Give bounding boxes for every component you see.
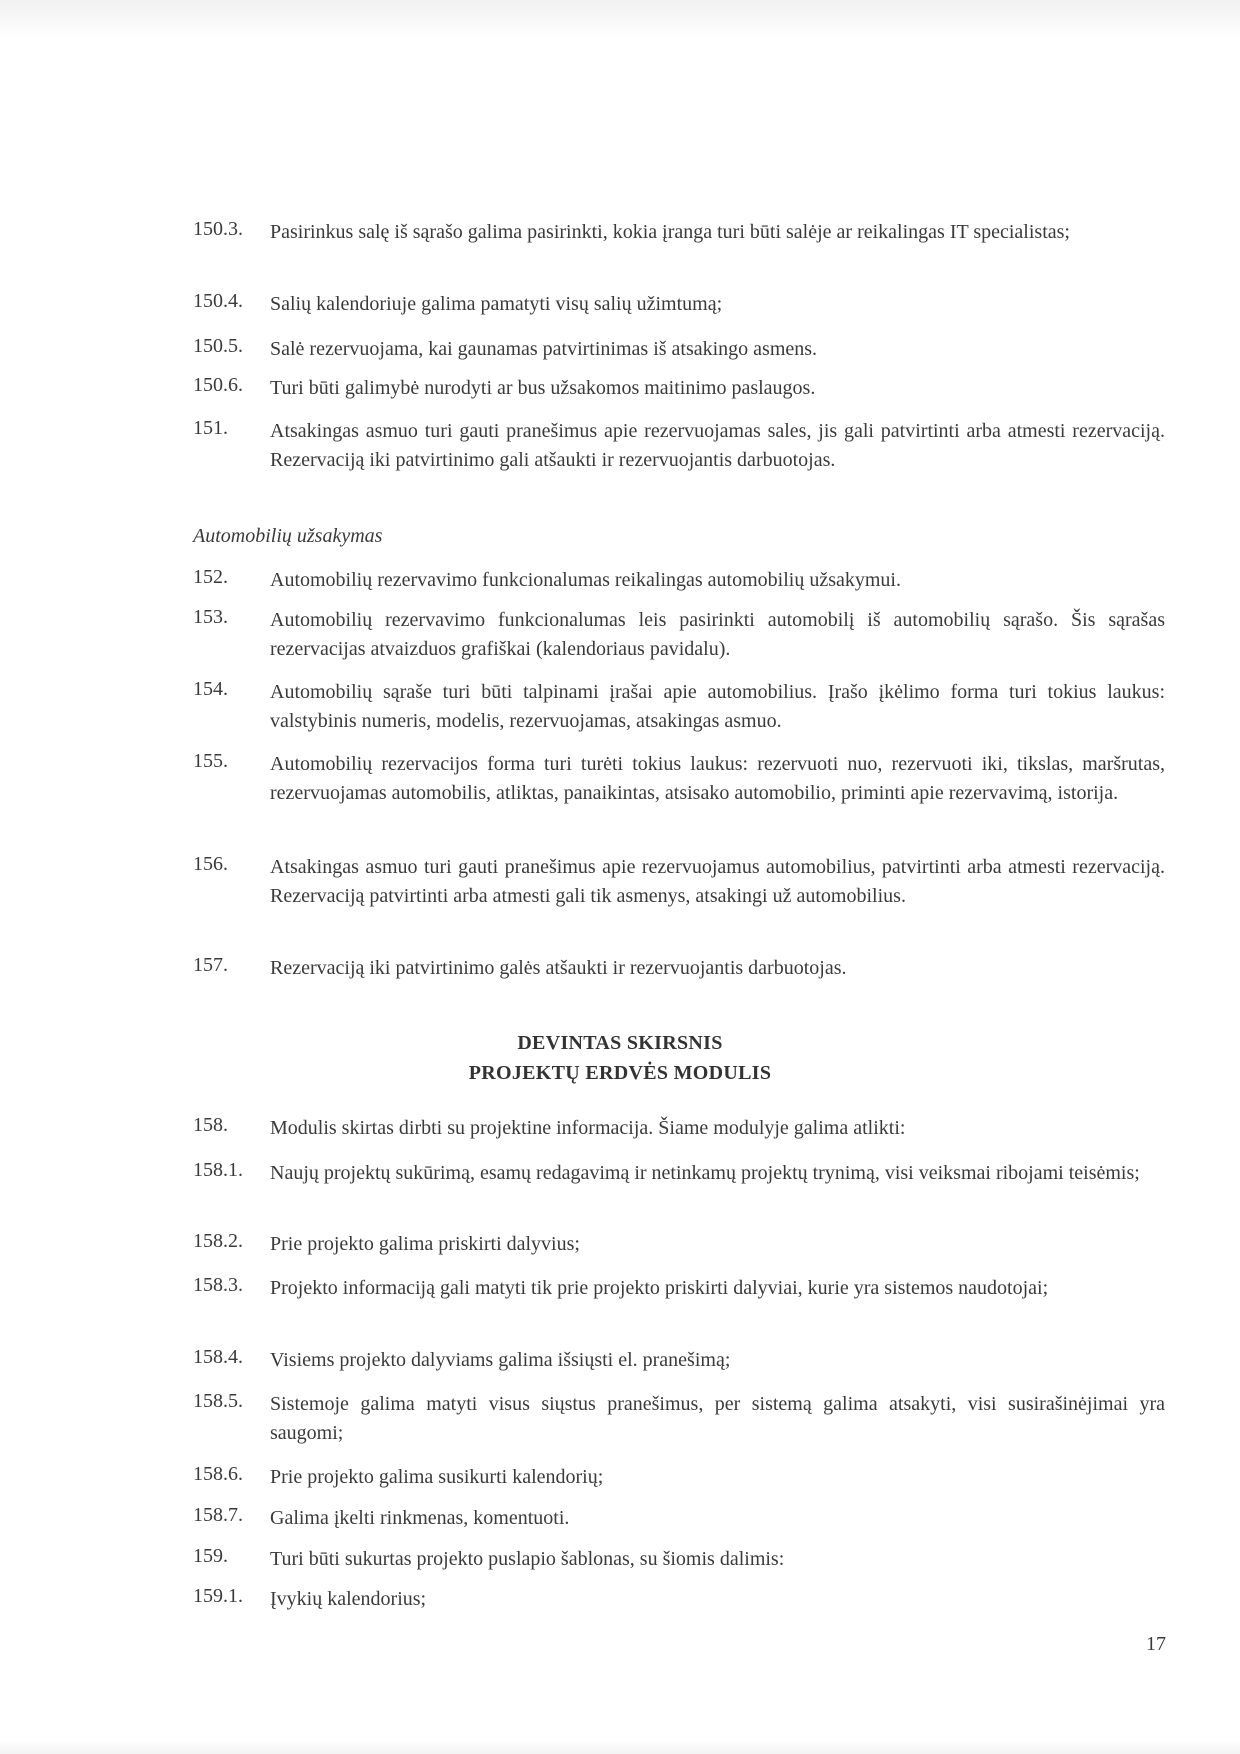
subheading: Automobilių užsakymas [193,525,383,547]
item-text: Sistemoje galima matyti visus siųstus pranešimus, per sistemą galima atsakyti, visi susirašinėjimai yra saugomi; [270,1393,1165,1444]
item-text: Pasirinkus salę iš sąrašo galima pasirinkti, kokia įranga turi būti salėje ar reikalingas IT specialistas; [270,221,1070,243]
item-number: 158. [193,1114,228,1136]
item-number: 158.7. [193,1504,243,1526]
item-text: Atsakingas asmuo turi gauti pranešimus apie rezervuojamus automobilius, patvirtinti arba atmesti rezervaciją. Rezervaciją patvirtinti arba atmesti gali tik asmenys, atsakingi už automobilius. [270,856,1165,907]
item-number: 158.4. [193,1346,243,1368]
item-number: 150.4. [193,290,243,312]
item-number: 158.5. [193,1390,243,1412]
item-number: 150.3. [193,218,243,240]
item-text: Galima įkelti rinkmenas, komentuoti. [270,1507,570,1529]
item-text: Prie projekto galima susikurti kalendorių; [270,1466,604,1488]
item-number: 158.2. [193,1230,243,1252]
list-item [193,750,1165,808]
list-item [193,1346,1165,1375]
item-number: 155. [193,750,228,772]
item-number: 156. [193,853,228,875]
item-text: Atsakingas asmuo turi gauti pranešimus apie rezervuojamas sales, jis gali patvirtinti arba atmesti rezervaciją. Rezervaciją iki patvirtinimo gali atšaukti ir rezervuojantis darbuotojas. [270,420,1165,471]
list-item [193,374,1165,403]
item-number: 153. [193,606,228,628]
item-text: Visiems projekto dalyviams galima išsiųsti el. pranešimą; [270,1349,731,1371]
list-item [193,1274,1165,1303]
list-item [193,566,1165,595]
item-number: 159.1. [193,1585,243,1607]
list-item [193,290,1165,319]
scan-bottom-shade [0,1740,1240,1754]
item-number: 151. [193,417,228,439]
item-number: 158.3. [193,1274,243,1296]
page-number: 17 [1146,1633,1166,1655]
item-text: Naujų projektų sukūrimą, esamų redagavimą ir netinkamų projektų trynimą, visi veiksmai ribojami teisėmis; [270,1162,1140,1184]
list-item [193,1390,1165,1448]
item-number: 158.6. [193,1463,243,1485]
item-number: 159. [193,1545,228,1567]
list-item [193,1585,1165,1614]
list-item [193,335,1165,364]
item-text: Automobilių sąraše turi būti talpinami įrašai apie automobilius. Įrašo įkėlimo forma turi tokius laukus: valstybinis numeris, modelis, rezervuojamas, atsakingas asmuo. [270,681,1165,732]
item-number: 158.1. [193,1159,243,1181]
item-number: 157. [193,954,228,976]
item-text: Automobilių rezervavimo funkcionalumas reikalingas automobilių užsakymui. [270,569,901,591]
item-number: 150.5. [193,335,243,357]
section-heading-line1: DEVINTAS SKIRSNIS [517,1032,723,1054]
item-number: 152. [193,566,228,588]
list-item [193,1114,1165,1143]
section-heading-line2: PROJEKTŲ ERDVĖS MODULIS [468,1062,772,1084]
item-text: Įvykių kalendorius; [270,1588,427,1610]
list-item [193,1159,1165,1188]
list-item [193,417,1165,475]
list-item [193,218,1165,247]
item-text: Salių kalendoriuje galima pamatyti visų salių užimtumą; [270,293,723,315]
item-number: 150.6. [193,374,243,396]
list-item [193,1230,1165,1259]
list-item [193,1504,1165,1533]
item-text: Turi būti galimybė nurodyti ar bus užsakomos maitinimo paslaugos. [270,377,816,399]
item-number: 154. [193,678,228,700]
list-item [193,678,1165,736]
item-text: Projekto informaciją gali matyti tik prie projekto priskirti dalyviai, kurie yra sistemos naudotojai; [270,1277,1049,1299]
item-text: Automobilių rezervavimo funkcionalumas leis pasirinkti automobilį iš automobilių sąrašo. Šis sąrašas rezervacijas atvaizduos grafiškai (kalendoriaus pavidalu). [270,609,1165,660]
scan-top-shade [0,0,1240,40]
list-item [193,853,1165,911]
item-text: Turi būti sukurtas projekto puslapio šablonas, su šiomis dalimis: [270,1548,785,1570]
list-item [193,954,1165,983]
list-item [193,1545,1165,1574]
item-text: Salė rezervuojama, kai gaunamas patvirtinimas iš atsakingo asmens. [270,338,818,360]
item-text: Modulis skirtas dirbti su projektine informacija. Šiame modulyje galima atlikti: [270,1117,906,1139]
list-item [193,1463,1165,1492]
item-text: Prie projekto galima priskirti dalyvius; [270,1233,580,1255]
list-item [193,606,1165,664]
item-text: Automobilių rezervacijos forma turi turėti tokius laukus: rezervuoti nuo, rezervuoti iki, tikslas, maršrutas, rezervuojamas automobilis, atliktas, panaikintas, atsisako automobilio, priminti apie rezervavimą, istorija. [270,753,1165,804]
item-text: Rezervaciją iki patvirtinimo galės atšaukti ir rezervuojantis darbuotojas. [270,957,847,979]
